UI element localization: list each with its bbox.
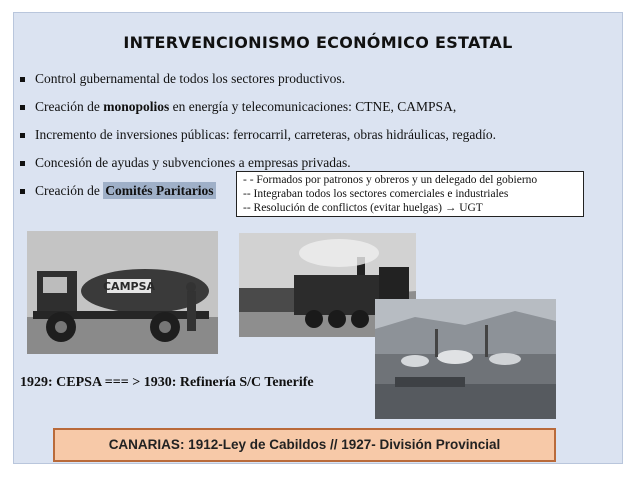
note-line: -- Integraban todos los sectores comerciales e industriales <box>243 188 509 200</box>
note-line: -- Resolución de conflictos (evitar huelgas) → UGT <box>243 202 483 214</box>
refinery-illustration <box>375 299 556 419</box>
refinery-photo <box>375 299 556 419</box>
truck-illustration <box>27 231 218 354</box>
bullet-text: Concesión de ayudas y subvenciones a empresas privadas. <box>35 155 351 170</box>
comites-note-box <box>236 171 584 217</box>
note-line: - - Formados por patronos y obreros y un delegado del gobierno <box>243 174 538 186</box>
bullet-text: Creación de <box>35 99 104 114</box>
refinery-caption: 1929: CEPSA === > 1930: Refinería S/C Tenerife <box>20 375 314 390</box>
bullet-square-icon <box>20 189 25 194</box>
bullet-square-icon <box>20 133 25 138</box>
canarias-footer-box: CANARIAS: 1912-Ley de Cabildos // 1927- División Provincial <box>53 428 556 462</box>
slide-title: INTERVENCIONISMO ECONÓMICO ESTATAL <box>123 33 513 52</box>
bullet-bold-text: monopolios <box>103 99 170 114</box>
bullet-item <box>20 127 496 155</box>
bullet-item <box>20 71 496 99</box>
bullet-text: Incremento de inversiones públicas: ferrocarril, carreteras, obras hidráulicas, regadío. <box>35 127 497 142</box>
bullet-square-icon <box>20 161 25 166</box>
bullet-item <box>20 99 496 127</box>
highlighted-term: Comités Paritarios <box>105 183 214 198</box>
campsa-truck-photo <box>27 231 218 354</box>
bullet-text: Control gubernamental de todos los sectores productivos. <box>35 71 346 86</box>
bullet-square-icon <box>20 105 25 110</box>
bullet-text: en energía y telecomunicaciones: CTNE, CAMPSA, <box>169 99 457 114</box>
bullet-text: Creación de <box>35 183 104 198</box>
truck-label: CAMPSA <box>102 280 156 293</box>
bullet-square-icon <box>20 77 25 82</box>
slide <box>13 12 623 464</box>
